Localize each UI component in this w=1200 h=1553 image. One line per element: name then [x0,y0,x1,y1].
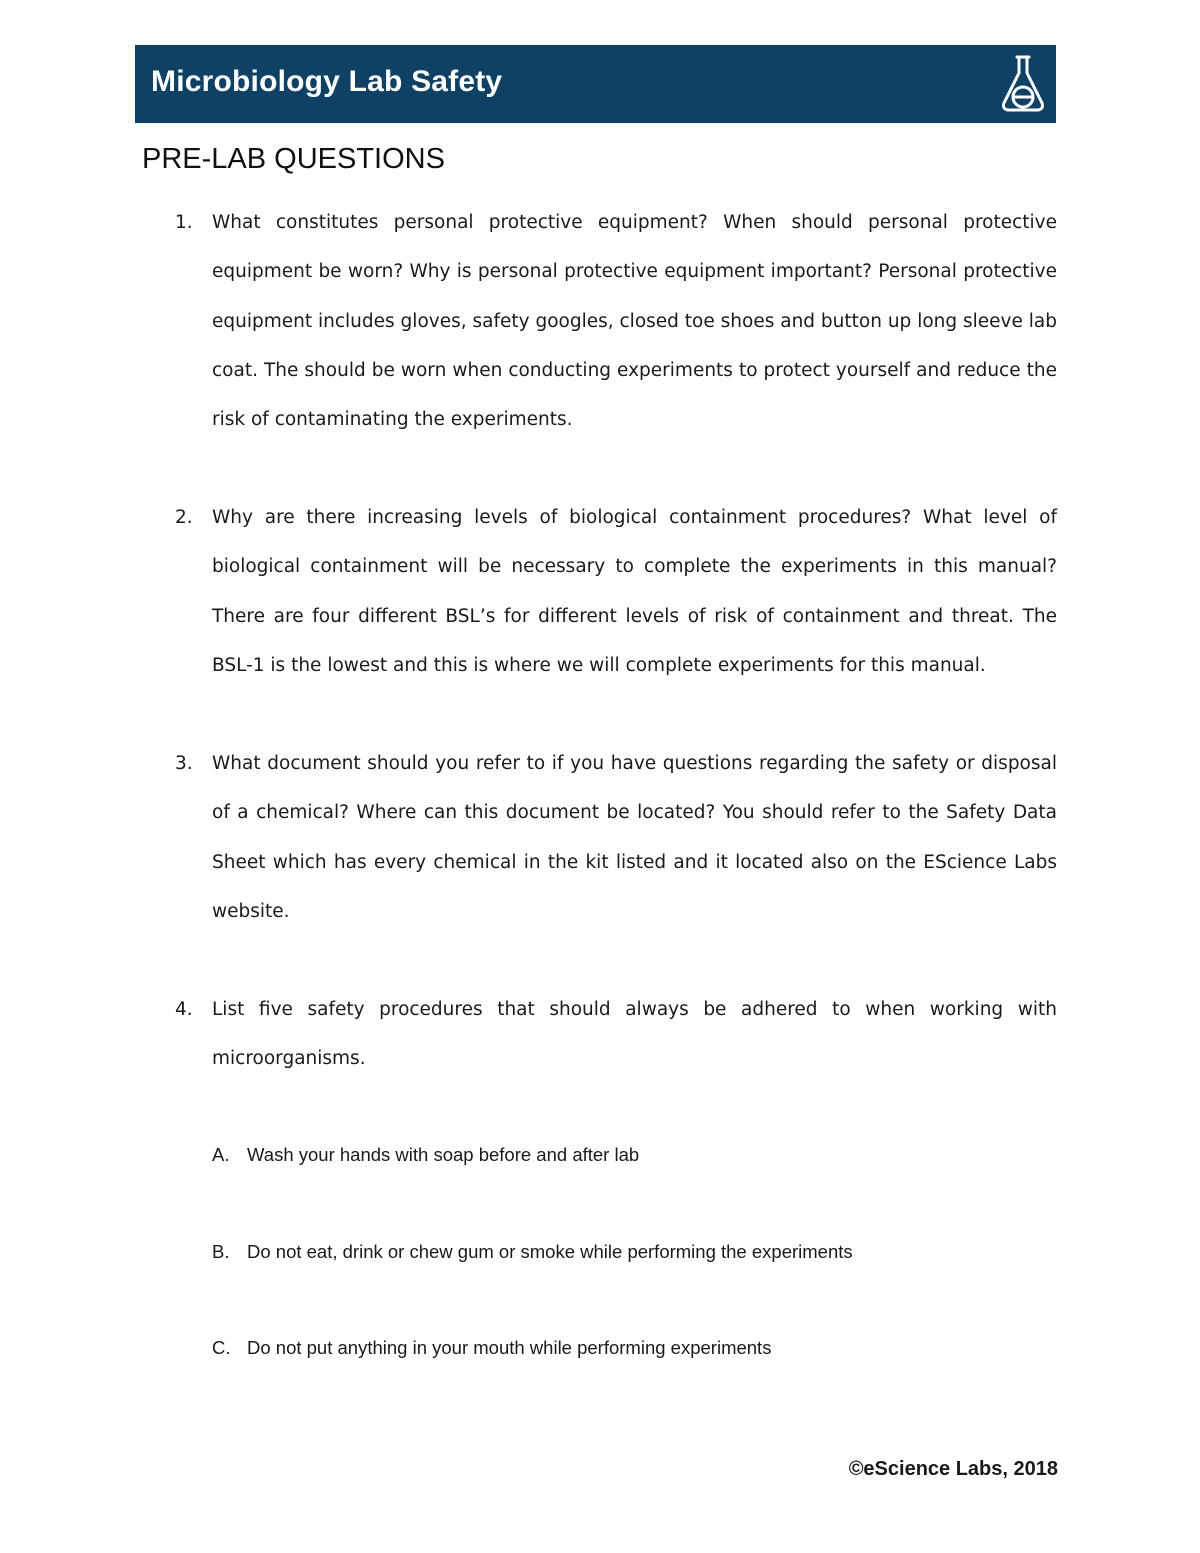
sub-item-letter: B. [212,1241,230,1262]
sub-item-letter: A. [212,1144,230,1165]
section-title: PRE-LAB QUESTIONS [142,143,445,175]
flask-logo-icon [998,53,1048,115]
question-text: What document should you refer to if you have questions regarding the safety or disposal of a chemical? Where can this document be located? You should refer to the Safety Data Sheet which has every chemical in the kit listed and it located also on the EScience Labs website. [212,753,1057,922]
header-bar [135,45,1056,123]
sub-item-b [212,1237,853,1267]
question-2 [175,493,1057,690]
sub-item-text: Do not put anything in your mouth while performing experiments [247,1337,772,1358]
question-number: 1. [175,212,193,233]
question-text: Why are there increasing levels of biological containment procedures? What level of biological containment will be necessary to complete the experiments in this manual? There are four different BSL’s for different levels of risk of containment and threat. The BSL-1 is the lowest and this is where we will complete experiments for this manual. [212,507,1057,676]
sub-item-text: Wash your hands with soap before and after lab [247,1144,640,1165]
question-4 [175,985,1057,1084]
question-number: 4. [175,999,193,1020]
header-title: Microbiology Lab Safety [151,65,503,98]
question-3 [175,739,1057,936]
footer-copyright: ©eScience Labs, 2018 [848,1458,1058,1480]
question-1 [175,198,1057,444]
sub-item-text: Do not eat, drink or chew gum or smoke while performing the experiments [247,1241,853,1262]
sub-item-a [212,1140,639,1170]
question-text: What constitutes personal protective equipment? When should personal protective equipment be worn? Why is personal protective equipment important? Personal protective equipment includes gloves, safety googles, closed toe shoes and button up long sleeve lab coat. The should be worn when conducting experiments to protect yourself and reduce the risk of contaminating the experiments. [212,212,1057,431]
sub-item-letter: C. [212,1337,231,1358]
question-number: 3. [175,753,193,774]
question-number: 2. [175,507,193,528]
question-text: List five safety procedures that should always be adhered to when working with microorganisms. [212,999,1057,1070]
sub-item-c [212,1333,771,1363]
